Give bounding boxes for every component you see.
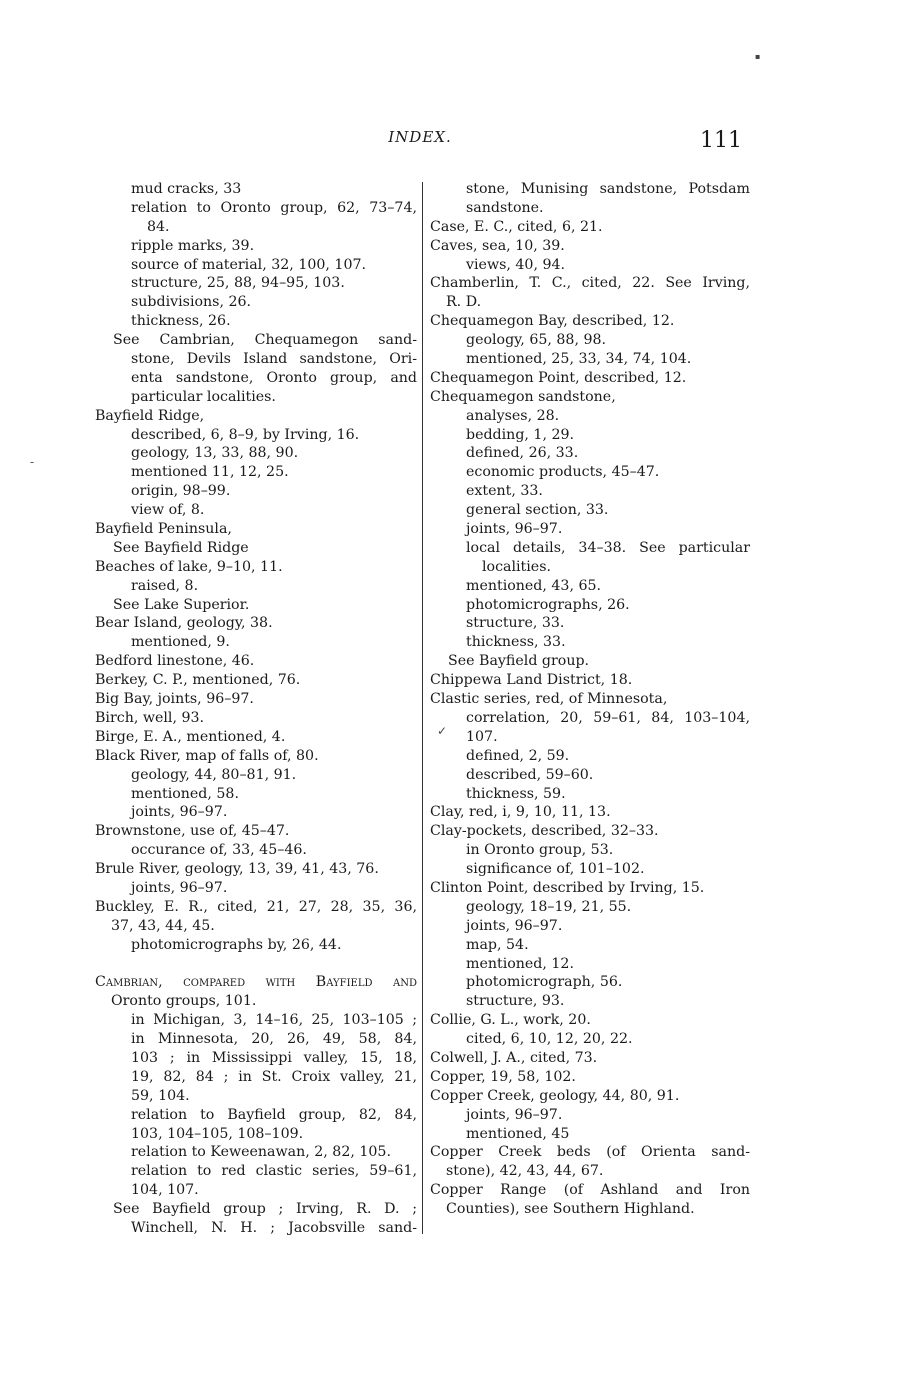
index-subentry: correlation, 20, 59–61, 84, 103–104, [466, 709, 750, 726]
index-subentry: 107. [466, 728, 498, 745]
index-subentry: mentioned, 43, 65. [466, 577, 602, 594]
index-subentry: Oronto groups, 101. [111, 993, 257, 1010]
index-subentry: described, 59–60. [466, 766, 594, 783]
index-entry: Clastic series, red, of Minnesota, [430, 691, 668, 708]
index-subentry: geology, 65, 88, 98. [466, 332, 607, 349]
index-entry: Berkey, C. P., mentioned, 76. [95, 672, 301, 689]
index-subentry: thickness, 33. [466, 634, 566, 651]
index-subentry: structure, 25, 88, 94–95, 103. [131, 275, 345, 292]
index-column-left [95, 180, 417, 1238]
index-subentry: localities. [482, 558, 551, 575]
index-subentry: mentioned, 58. [131, 785, 239, 802]
index-subentry: joints, 96–97. [466, 1106, 563, 1123]
page-number: 111 [700, 128, 742, 153]
index-entry: Chequamegon Point, described, 12. [430, 369, 687, 386]
index-entry: Big Bay, joints, 96–97. [95, 691, 254, 708]
index-subentry: view of, 8. [131, 502, 205, 519]
index-subentry: See Lake Superior. [113, 596, 250, 613]
index-entry: Copper, 19, 58, 102. [430, 1068, 576, 1085]
index-subentry: particular localities. [131, 388, 276, 405]
index-subentry: extent, 33. [466, 483, 543, 500]
index-subentry: Counties), see Southern Highland. [446, 1201, 695, 1218]
index-subentry: geology, 44, 80–81, 91. [131, 766, 297, 783]
index-entry: Copper Creek beds (of Orienta sand- [430, 1144, 750, 1161]
index-subentry: 59, 104. [131, 1087, 190, 1104]
index-subentry: raised, 8. [131, 577, 199, 594]
index-subentry: joints, 96–97. [131, 879, 228, 896]
index-entry: Bayfield Peninsula, [95, 521, 232, 538]
index-entry: Collie, G. L., work, 20. [430, 1012, 591, 1029]
index-subentry: stone, Munising sandstone, Potsdam [466, 181, 750, 197]
index-subentry: defined, 2, 59. [466, 747, 570, 764]
index-subentry: joints, 96–97. [466, 917, 563, 934]
index-entry: Colwell, J. A., cited, 73. [430, 1049, 598, 1066]
index-subentry: in Michigan, 3, 14–16, 25, 103–105 ; [131, 1012, 417, 1029]
index-subentry: thickness, 26. [131, 313, 231, 330]
index-subentry: relation to Bayfield group, 82, 84, [131, 1106, 417, 1123]
index-subentry: photomicrographs by, 26, 44. [131, 936, 342, 953]
index-subentry: mentioned, 25, 33, 34, 74, 104. [466, 351, 692, 368]
margin-mark-check: ✓ [437, 724, 448, 738]
margin-mark-dot: ▪ [755, 52, 761, 61]
index-subentry: in Oronto group, 53. [466, 842, 614, 859]
index-subentry: economic products, 45–47. [466, 464, 660, 481]
index-entry: Chamberlin, T. C., cited, 22. See Irving, [430, 275, 750, 292]
index-entry: Clinton Point, described by Irving, 15. [430, 879, 705, 896]
index-subentry: thickness, 59. [466, 785, 566, 802]
index-subentry: 103, 104–105, 108–109. [131, 1125, 304, 1142]
index-entry: Buckley, E. R., cited, 21, 27, 28, 35, 36, [95, 898, 417, 915]
index-subentry: See Bayfield group. [448, 653, 590, 670]
index-entry [95, 955, 417, 974]
index-subentry: structure, 93. [466, 993, 565, 1010]
index-entry: Chequamegon Bay, described, 12. [430, 313, 675, 330]
index-subentry: geology, 13, 33, 88, 90. [131, 445, 299, 462]
index-subentry: 37, 43, 44, 45. [111, 917, 215, 934]
index-entry: Black River, map of falls of, 80. [95, 747, 319, 764]
index-subentry: Winchell, N. H. ; Jacobsville sand- [131, 1219, 417, 1236]
index-subentry: origin, 98–99. [131, 483, 231, 500]
index-subentry: relation to Oronto group, 62, 73–74, [131, 199, 417, 216]
margin-mark-dash: - [30, 455, 35, 469]
index-entry: Copper Creek, geology, 44, 80, 91. [430, 1087, 680, 1104]
index-entry: Chequamegon sandstone, [430, 388, 616, 405]
index-subentry: structure, 33. [466, 615, 565, 632]
index-subentry: mentioned 11, 12, 25. [131, 464, 289, 481]
index-subentry: See Cambrian, Chequamegon sand- [113, 332, 417, 349]
index-subentry: subdivisions, 26. [131, 294, 252, 311]
index-entry: Caves, sea, 10, 39. [430, 237, 565, 254]
index-entry: Clay-pockets, described, 32–33. [430, 823, 659, 840]
index-subentry: See Bayfield group ; Irving, R. D. ; [113, 1201, 417, 1218]
index-subentry: described, 6, 8–9, by Irving, 16. [131, 426, 360, 443]
index-subentry: source of material, 32, 100, 107. [131, 256, 367, 273]
index-subentry: 104, 107. [131, 1182, 199, 1199]
index-entry: Cambrian, compared with Bayfield and [95, 974, 417, 991]
index-entry: Bedford linestone, 46. [95, 653, 255, 670]
header-title: INDEX. [388, 128, 452, 146]
index-subentry: mud cracks, 33 [131, 181, 242, 197]
index-subentry: photomicrographs, 26. [466, 596, 630, 613]
index-entry: Brownstone, use of, 45–47. [95, 823, 290, 840]
index-subentry: See Bayfield Ridge [113, 539, 249, 556]
index-subentry: mentioned, 9. [131, 634, 230, 651]
index-subentry: R. D. [446, 294, 482, 311]
index-subentry: sandstone. [466, 199, 544, 216]
index-subentry: relation to Keweenawan, 2, 82, 105. [131, 1144, 391, 1161]
index-entry: Copper Range (of Ashland and Iron [430, 1182, 750, 1199]
index-subentry: joints, 96–97. [466, 521, 563, 538]
index-entry: Bear Island, geology, 38. [95, 615, 273, 632]
index-subentry: mentioned, 45 [466, 1125, 570, 1142]
index-subentry: defined, 26, 33. [466, 445, 579, 462]
index-subentry: mentioned, 12. [466, 955, 574, 972]
index-entry: Case, E. C., cited, 6, 21. [430, 218, 603, 235]
index-subentry: occurance of, 33, 45–46. [131, 842, 307, 859]
index-subentry: bedding, 1, 29. [466, 426, 575, 443]
index-subentry: ripple marks, 39. [131, 237, 255, 254]
column-divider [422, 182, 423, 1234]
index-entry: Birge, E. A., mentioned, 4. [95, 728, 286, 745]
index-subentry: relation to red clastic series, 59–61, [131, 1163, 417, 1180]
index-subentry: joints, 96–97. [131, 804, 228, 821]
index-subentry: cited, 6, 10, 12, 20, 22. [466, 1031, 633, 1048]
index-subentry: general section, 33. [466, 502, 609, 519]
index-entry: Chippewa Land District, 18. [430, 672, 633, 689]
index-subentry: analyses, 28. [466, 407, 560, 424]
index-subentry: photomicrograph, 56. [466, 974, 623, 991]
index-subentry: in Minnesota, 20, 26, 49, 58, 84, [131, 1031, 417, 1048]
index-entry: Beaches of lake, 9–10, 11. [95, 558, 283, 575]
index-subentry: map, 54. [466, 936, 529, 953]
index-subentry: geology, 18–19, 21, 55. [466, 898, 632, 915]
index-subentry: 84. [147, 218, 170, 235]
index-subentry: stone), 42, 43, 44, 67. [446, 1163, 604, 1180]
index-subentry: enta sandstone, Oronto group, and [131, 369, 417, 386]
index-entry: Bayfield Ridge, [95, 407, 205, 424]
index-subentry: 19, 82, 84 ; in St. Croix valley, 21, [131, 1068, 417, 1085]
index-entry: Birch, well, 93. [95, 709, 205, 726]
index-subentry: 103 ; in Mississippi valley, 15, 18, [131, 1049, 417, 1066]
index-subentry: local details, 34–38. See particular [466, 539, 750, 556]
index-subentry: views, 40, 94. [466, 256, 566, 273]
index-subentry: stone, Devils Island sandstone, Ori- [131, 351, 417, 368]
index-column-right [430, 180, 750, 1219]
index-entry: Brule River, geology, 13, 39, 41, 43, 76. [95, 861, 379, 878]
index-subentry: significance of, 101–102. [466, 861, 645, 878]
index-entry: Clay, red, i, 9, 10, 11, 13. [430, 804, 611, 821]
